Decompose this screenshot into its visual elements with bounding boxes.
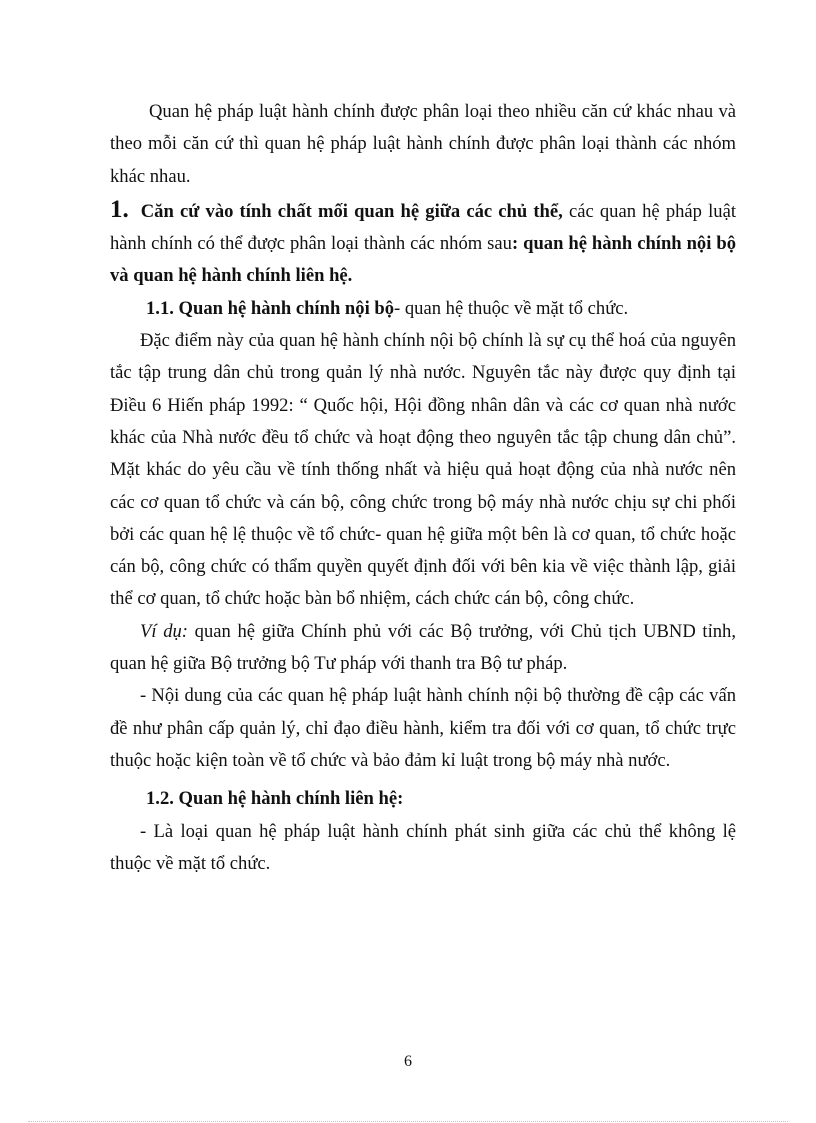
example-text: quan hệ giữa Chính phủ với các Bộ trưởng, với Chủ tịch UBND tỉnh, quan hệ giữa Bộ trưởng bộ Tư pháp với thanh tra Bộ tư pháp. — [110, 620, 737, 675]
section-1-text: các quan hệ pháp luật hành chính có thể được phân loại thành các nhóm sau — [110, 200, 737, 255]
section-1-number: 1. — [110, 195, 129, 223]
section-1-bold-tail: : quan hệ hành chính nội bộ và quan hệ hành chính liên hệ. — [110, 233, 736, 287]
page-number: 6 — [404, 1053, 412, 1070]
page-bottom-divider — [28, 1121, 788, 1122]
subsection-1-1 — [110, 293, 736, 325]
subsection-1-1-heading: 1.1. Quan hệ hành chính nội bộ — [146, 297, 395, 319]
document-body — [110, 96, 736, 880]
subsection-1-2-heading: 1.2. Quan hệ hành chính liên hệ: — [146, 788, 404, 810]
intro-paragraph: Quan hệ pháp luật hành chính được phân loại theo nhiều căn cứ khác nhau và theo mỗi căn cứ thì quan hệ pháp luật hành chính được phân loại thành các nhóm khác nhau. — [110, 101, 736, 187]
section-1-paragraph — [110, 194, 736, 293]
section-1-heading: Căn cứ vào tính chất mối quan hệ giữa các chủ thể, — [140, 200, 563, 222]
subsection-1-2 — [110, 783, 736, 815]
content-paragraph: - Nội dung của các quan hệ pháp luật hành chính nội bộ thường đề cập các vấn đề như phân cấp quản lý, chỉ đạo điều hành, kiểm tra đối với cơ quan, tổ chức trực thuộc hoặc kiện toàn về tổ chức và bảo đảm kỉ luật trong bộ máy nhà nước. — [110, 685, 736, 771]
characteristics-paragraph: Đặc điểm này của quan hệ hành chính nội bộ chính là sự cụ thể hoá của nguyên tắc tập trung dân chủ trong quản lý nhà nước. Nguyên tắc này được quy định tại Điều 6 Hiến pháp 1992: “ Quốc hội, Hội đồng nhân dân và các cơ quan nhà nước khác của Nhà nước đều tổ chức và hoạt động theo nguyên tắc tập chung dân chủ”. Mặt khác do yêu cầu về tính thống nhất và hiệu quả hoạt động của nhà nước nên các cơ quan tổ chức và cán bộ, công chức trong bộ máy nhà nước chịu sự chi phối bởi các quan hệ lệ thuộc về tổ chức- quan hệ giữa một bên là cơ quan, tổ chức hoặc cán bộ, công chức có thẩm quyền quyết định đối với bên kia về việc thành lập, giải thể cơ quan, tổ chức hoặc bàn bổ nhiệm, cách chức cán bộ, công chức. — [110, 330, 736, 610]
example-paragraph — [110, 616, 736, 681]
example-label: Ví dụ: — [140, 620, 188, 642]
subsection-1-1-text: - quan hệ thuộc về mặt tổ chức. — [394, 297, 629, 319]
liaison-paragraph: - Là loại quan hệ pháp luật hành chính phát sinh giữa các chủ thể không lệ thuộc về mặt tổ chức. — [110, 820, 736, 874]
